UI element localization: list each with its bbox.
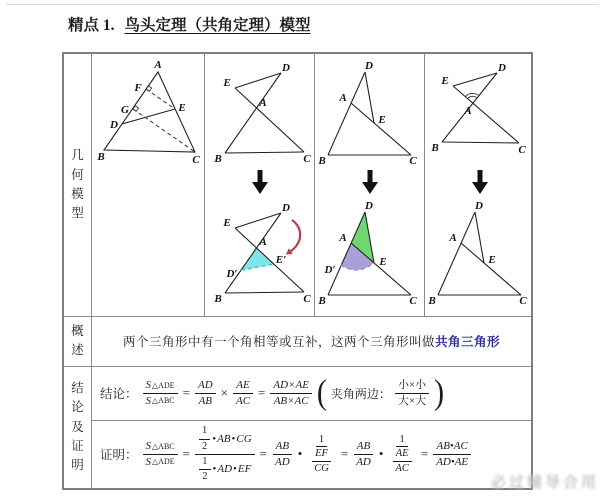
vertex-label-b: B <box>431 142 439 154</box>
half-fraction: $\frac{1}{2}$ <box>199 425 210 452</box>
vertex-label-a: A <box>258 97 267 109</box>
vertex-label-c: C <box>302 153 311 165</box>
vertex-label-ep: E′ <box>275 254 286 266</box>
overview-text: 两个三角形中有一个角相等或互补，这两个三角形叫做 <box>122 335 435 350</box>
vertex-label-b: B <box>317 295 326 307</box>
bowtie-edges <box>442 73 519 143</box>
conclusion-row <box>92 367 531 421</box>
vertex-label-e: E <box>222 77 231 89</box>
watermark: 必过辅导合用 <box>490 475 599 491</box>
proof-formula: S △ABC S △ADE = $\frac{1}{2}$ • AB • CG $\frac{1}{2}$ • AD • EF = $\frac{AB}{AD}$ • $\frac{1}{\frac{EF}{CG}}$ = $\frac{AB}{AD}$ • $\frac{1}{\frac{AE}{AC}}$ = $\frac{AB•AC}{AD•AE}$ <box>142 425 473 482</box>
vertex-label-d: D <box>364 60 373 72</box>
transform-arrow-wrap <box>362 168 378 196</box>
down-arrow-icon <box>362 170 378 194</box>
row-conclusion-proof <box>64 367 531 488</box>
proof-label: 证明： <box>100 448 138 463</box>
fraction-product: $\frac{AD\times AE}{AB\times AC}$ <box>270 379 312 407</box>
diagram-nested-result <box>425 196 535 308</box>
proof-row <box>92 421 531 488</box>
triangle-edges <box>438 212 521 295</box>
vertex-label-c: C <box>408 295 417 307</box>
height-dashed-lines <box>133 89 195 152</box>
vertex-label-e: E <box>488 254 496 266</box>
diagram-triangle-heights <box>92 58 205 173</box>
paren-close: ) <box>434 373 445 412</box>
fraction-ab-ad: $\frac{AB}{AD}$ <box>272 440 293 468</box>
diagram-cell-1 <box>92 54 205 316</box>
vertex-label-c: C <box>302 293 311 305</box>
vertex-label-e: E <box>441 75 449 87</box>
vertex-label-a: A <box>258 236 267 248</box>
vertex-label-c: C <box>408 155 417 167</box>
rotation-arrow-red <box>286 220 300 255</box>
fraction-ad-ab: $\frac{AD}{AB}$ <box>195 379 216 407</box>
vertex-label-b: B <box>213 153 222 165</box>
vertex-label-a: A <box>464 105 472 117</box>
vertex-label-b: B <box>213 293 222 305</box>
title-prefix: 精点 1. <box>68 17 115 34</box>
row-geometric-model <box>64 54 531 317</box>
big-area-fraction: $\frac{1}{2}$ • AB • CG $\frac{1}{2}$ • AD • EF <box>195 425 255 482</box>
transform-arrow-wrap <box>472 168 488 196</box>
vertex-label-e: E <box>377 114 386 126</box>
paren-open: ( <box>316 373 327 412</box>
vertex-label-c: C <box>518 144 526 156</box>
vertex-label-e: E <box>222 217 231 229</box>
vertex-label-b: B <box>317 155 326 167</box>
overview-text-cell <box>92 317 531 366</box>
scan-edge-line <box>6 4 599 5</box>
note-label: 夹角两边： <box>330 386 391 401</box>
vertex-label-b: B <box>428 295 436 307</box>
vertex-label-f: F <box>133 82 142 94</box>
vertex-label-a: A <box>338 232 347 244</box>
title-main: 鸟头定理（共角定理）模型 <box>124 17 311 34</box>
transform-arrow-wrap <box>252 168 268 196</box>
triangle-edges <box>328 72 411 155</box>
vertex-label-d: D <box>364 200 373 212</box>
vertex-label-d: D <box>109 119 118 131</box>
fraction-ab-ad: $\frac{AB}{AD}$ <box>353 440 374 468</box>
header-overview: 概述 <box>64 317 92 366</box>
vertex-label-c: C <box>191 154 200 166</box>
down-arrow-icon <box>252 170 268 194</box>
header-conclusion-proof: 结论及证明 <box>64 367 92 488</box>
vertex-label-a: A <box>338 92 347 104</box>
half-fraction: $\frac{1}{2}$ <box>199 456 210 483</box>
diagram-nested-top <box>315 56 425 168</box>
reciprocal-ae-ac: $\frac{1}{\frac{AE}{AC}}$ <box>388 433 415 476</box>
fraction-ae-ac: $\frac{AE}{AC}$ <box>233 379 253 407</box>
diagram-bowtie-marked <box>425 56 535 168</box>
diagram-bowtie-top <box>205 56 315 168</box>
vertex-label-d: D <box>498 62 506 74</box>
model-table <box>62 52 533 490</box>
vertex-label-a: A <box>449 232 457 244</box>
conclusion-label: 结论： <box>100 387 138 402</box>
vertex-label-e: E <box>177 102 186 114</box>
vertex-label-d: D <box>475 200 483 212</box>
diagram-nested-shaded <box>315 196 425 308</box>
diagram-cell-2 <box>205 54 315 316</box>
vertex-label-c: C <box>519 295 527 307</box>
diagram-cell-3 <box>315 54 425 316</box>
diagram-cell-4 <box>425 54 535 316</box>
overview-highlight: 共角三角形 <box>435 335 501 350</box>
conclusion-proof-cells <box>92 367 531 488</box>
vertex-label-b: B <box>96 151 105 163</box>
diagram-bowtie-rotated <box>205 196 315 308</box>
vertex-label-d: D <box>281 202 290 214</box>
vertex-label-dp: D′ <box>225 268 238 280</box>
bowtie-edges <box>225 73 304 153</box>
vertex-label-a: A <box>153 59 162 71</box>
vertex-label-d: D <box>281 62 290 74</box>
vertex-label-g: G <box>120 104 129 116</box>
area-ratio-fraction: S △ABC S △ADE <box>143 440 178 468</box>
area-ratio-fraction: S △ADE S △ABC <box>143 379 178 407</box>
final-fraction: $\frac{AB•AC}{AD•AE}$ <box>433 440 471 468</box>
down-arrow-icon <box>472 170 488 194</box>
note-fraction: $\frac{\text{小×小}}{\text{大×大}}$ <box>395 379 429 407</box>
reciprocal-ef-cg: $\frac{1}{\frac{EF}{CG}}$ <box>307 433 336 476</box>
vertex-label-e: E <box>378 256 387 268</box>
page-title <box>68 13 311 35</box>
row-overview <box>64 317 531 367</box>
conclusion-formula: S △ADE S △ABC = $\frac{AD}{AB}$ × $\frac{AE}{AC}$ = $\frac{AD\times AE}{AB\times AC}$ ( 夹角两边： $\frac{\text{小×小}}{\text{大×大}}$ ) <box>142 378 446 408</box>
header-geometric-model: 几何模型 <box>64 54 92 316</box>
vertex-label-dp: D′ <box>323 264 336 276</box>
